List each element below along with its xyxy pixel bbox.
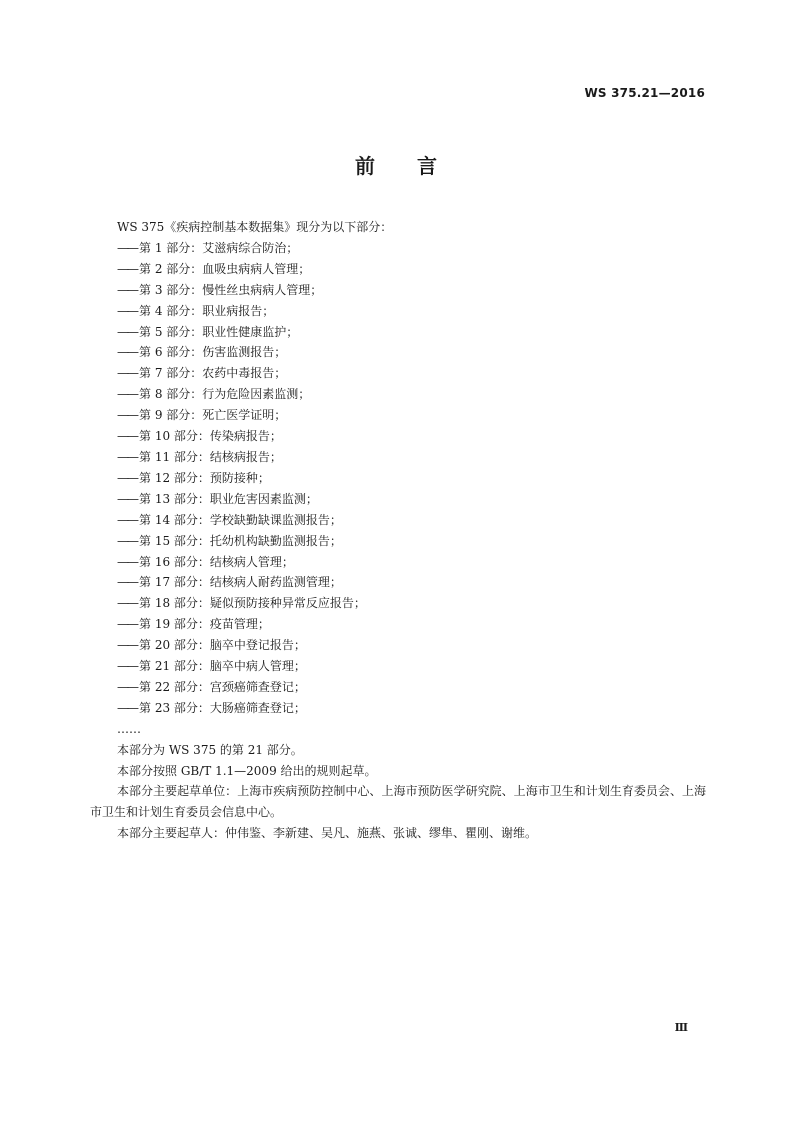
list-item-dash: —— [117,303,137,318]
list-item-dash: —— [117,408,137,423]
list-item-text: 第 18 部分：疑似预防接种异常反应报告； [139,596,366,611]
list-item-dash: —— [117,617,137,632]
list-item [90,468,706,489]
list-item-text: 第 20 部分：脑卒中登记报告； [139,638,306,653]
drafting-units-paragraph: 本部分主要起草单位：上海市疾病预防控制中心、上海市预防医学研究院、上海市卫生和计划生育委员会、上海市卫生和计划生育委员会信息中心。 [90,784,706,820]
list-item-text: 第 21 部分：脑卒中病人管理； [139,659,306,674]
drafters-paragraph: 本部分主要起草人：仲伟鉴、李新建、吴凡、施燕、张诚、缪隼、瞿刚、谢维。 [117,826,538,841]
list-item [90,301,706,322]
list-item [90,426,706,447]
list-item-dash: —— [117,345,137,360]
list-item [90,593,706,614]
list-item-dash: —— [117,240,137,255]
list-item-dash: —— [117,638,137,653]
list-item-dash: —— [117,470,137,485]
document-code: WS 375.21—2016 [584,86,705,100]
list-item-text: 第 23 部分：大肠癌筛查登记； [139,700,306,715]
list-item [90,698,706,719]
drafting-rules-paragraph: 本部分按照 GB/T 1.1—2009 给出的规则起草。 [117,763,377,778]
foreword-body [90,217,706,844]
list-item-dash: —— [117,366,137,381]
list-item-text: 第 17 部分：结核病人耐药监测管理； [139,575,342,590]
list-item-dash: —— [117,282,137,297]
list-item-dash: —— [117,700,137,715]
list-item-text: 第 5 部分：职业性健康监护； [139,324,299,339]
list-item [90,614,706,635]
list-item [90,363,706,384]
list-item-dash: —— [117,261,137,276]
list-item [90,447,706,468]
page-title-char-2: 言 [417,154,439,178]
page-title-char-1: 前 [355,154,377,178]
list-item [90,259,706,280]
list-item-text: 第 7 部分：农药中毒报告； [139,366,287,381]
this-part-paragraph: 本部分为 WS 375 的第 21 部分。 [117,742,303,757]
list-item-dash: —— [117,533,137,548]
list-item [90,342,706,363]
list-item-dash: —— [117,512,137,527]
list-item-text: 第 14 部分：学校缺勤缺课监测报告； [139,512,342,527]
list-item-dash: —— [117,596,137,611]
list-item-text: 第 16 部分：结核病人管理； [139,554,294,569]
list-item-text: 第 1 部分：艾滋病综合防治； [139,240,299,255]
list-item-dash: —— [117,449,137,464]
list-item [90,322,706,343]
list-item-dash: —— [117,387,137,402]
list-item [90,405,706,426]
list-item [90,677,706,698]
list-item [90,489,706,510]
list-item [90,656,706,677]
list-item-text: 第 15 部分：托幼机构缺勤监测报告； [139,533,342,548]
list-item-dash: —— [117,575,137,590]
list-item-text: 第 2 部分：血吸虫病病人管理； [139,261,311,276]
list-item-text: 第 3 部分：慢性丝虫病病人管理； [139,282,323,297]
list-item-dash: —— [117,429,137,444]
list-item [90,572,706,593]
list-item-dash: —— [117,491,137,506]
list-item-dash: —— [117,554,137,569]
list-item-text: 第 10 部分：传染病报告； [139,429,282,444]
list-item [90,531,706,552]
list-item [90,238,706,259]
list-item-text: 第 13 部分：职业危害因素监测； [139,491,318,506]
parts-list [90,238,706,719]
page-number: Ⅲ [674,1021,688,1034]
list-item-text: 第 6 部分：伤害监测报告； [139,345,287,360]
list-item-text: 第 8 部分：行为危险因素监测； [139,387,311,402]
list-item-text: 第 19 部分：疫苗管理； [139,617,270,632]
list-item [90,510,706,531]
list-item [90,635,706,656]
list-item-dash: —— [117,324,137,339]
list-item [90,552,706,573]
page-title [0,150,794,179]
list-item [90,384,706,405]
parts-ellipsis: …… [117,721,141,736]
list-item-dash: —— [117,679,137,694]
list-item-text: 第 9 部分：死亡医学证明； [139,408,287,423]
list-item-text: 第 22 部分：宫颈癌筛查登记； [139,679,306,694]
list-item-text: 第 12 部分：预防接种； [139,470,270,485]
list-item-dash: —— [117,659,137,674]
list-item-text: 第 11 部分：结核病报告； [139,449,282,464]
list-item-text: 第 4 部分：职业病报告； [139,303,275,318]
list-item [90,280,706,301]
intro-paragraph: WS 375《疾病控制基本数据集》现分为以下部分： [117,220,393,234]
